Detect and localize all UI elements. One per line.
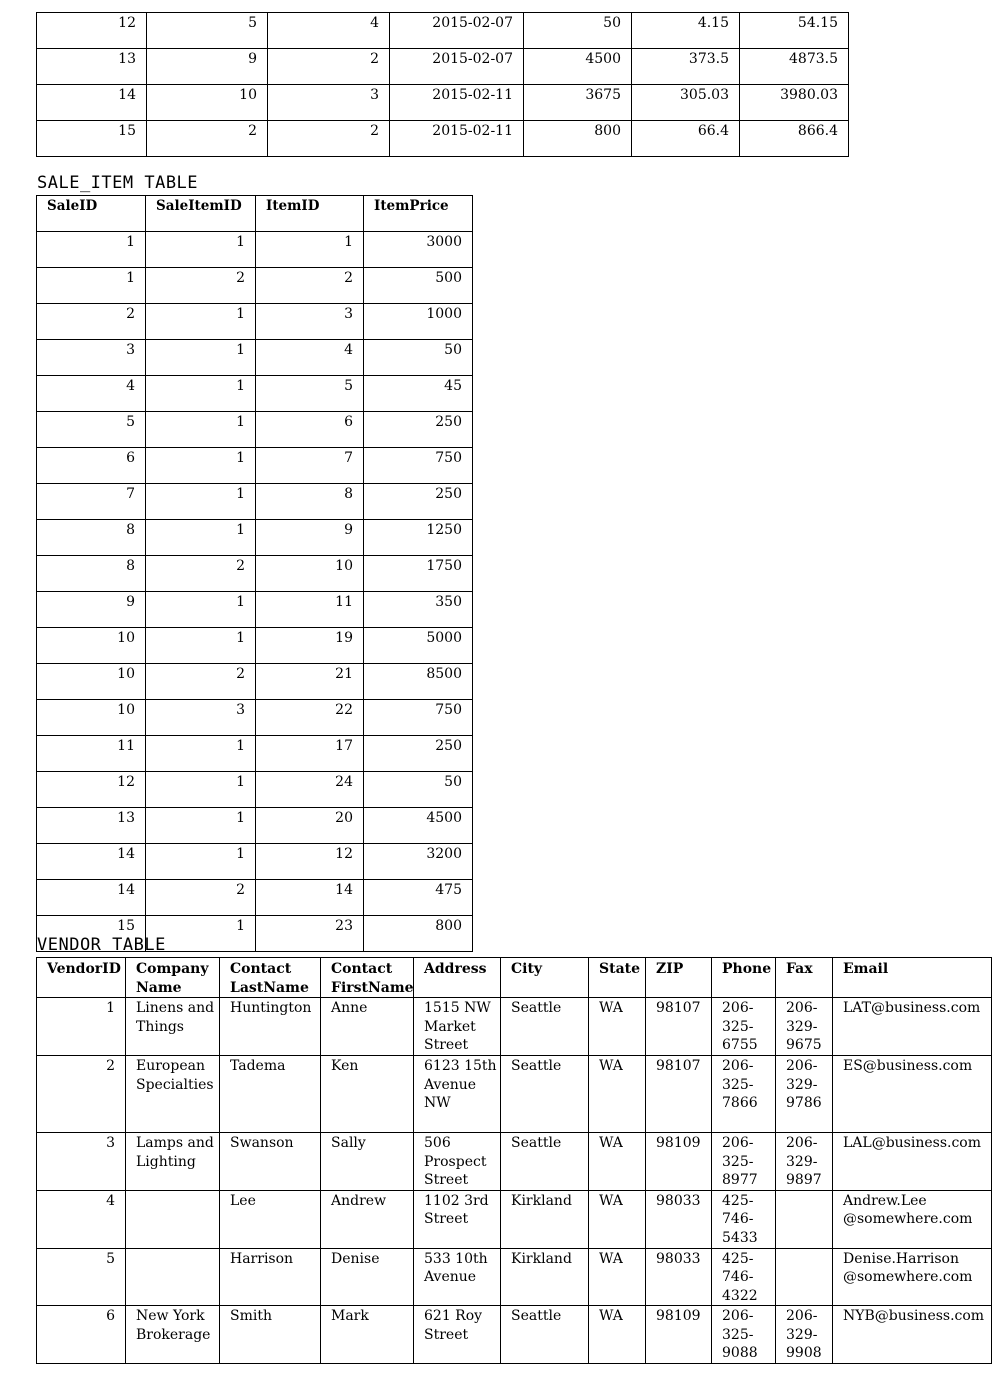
table-cell: 206-325-9088 [712, 1306, 776, 1364]
table-cell: Denise.Harrison @somewhere.com [833, 1248, 992, 1306]
table-cell: 1000 [364, 304, 473, 340]
table-cell: 350 [364, 592, 473, 628]
table-cell: Denise [321, 1248, 414, 1306]
table-cell: 98033 [646, 1248, 712, 1306]
table-cell: 54.15 [740, 13, 849, 49]
table-cell: 8 [37, 520, 146, 556]
table-cell: 2 [268, 121, 390, 157]
table-row [37, 844, 473, 880]
table-cell: Tadema [220, 1056, 321, 1133]
table-row [37, 232, 473, 268]
table-cell: 5000 [364, 628, 473, 664]
table-row [37, 448, 473, 484]
table-cell: 50 [364, 772, 473, 808]
table-cell: 750 [364, 700, 473, 736]
table-row [37, 700, 473, 736]
table-cell: 1 [146, 916, 256, 952]
table-cell [126, 1190, 220, 1248]
table-cell: 13 [37, 808, 146, 844]
table-cell: 3 [37, 340, 146, 376]
table-cell: WA [589, 1056, 646, 1133]
table-cell: 506 Prospect Street [414, 1133, 501, 1191]
table-cell: 250 [364, 484, 473, 520]
table-cell: Kirkland [501, 1248, 589, 1306]
table-row [37, 998, 992, 1056]
table-cell: 206-329-9675 [776, 998, 833, 1056]
table-cell [776, 1248, 833, 1306]
table-cell: 750 [364, 448, 473, 484]
sale-item-header-row [37, 196, 473, 232]
table-cell: 800 [524, 121, 632, 157]
sale-table [36, 12, 849, 157]
table-row [37, 808, 473, 844]
table-cell: 1 [256, 232, 364, 268]
table-cell: 50 [524, 13, 632, 49]
table-cell: 1 [146, 340, 256, 376]
table-cell: 1 [146, 736, 256, 772]
table-cell: 66.4 [632, 121, 740, 157]
table-cell: 50 [364, 340, 473, 376]
table-cell: 4 [37, 376, 146, 412]
table-cell: LAL@business.com [833, 1133, 992, 1191]
table-cell: 1 [146, 808, 256, 844]
table-cell: 98109 [646, 1133, 712, 1191]
vendor-header-zip: ZIP [646, 958, 712, 998]
table-cell: 2015-02-07 [390, 49, 524, 85]
table-cell: Linens and Things [126, 998, 220, 1056]
table-cell [126, 1248, 220, 1306]
table-cell: 2015-02-11 [390, 121, 524, 157]
table-cell: 4500 [524, 49, 632, 85]
table-row [37, 1133, 992, 1191]
table-cell: 14 [37, 85, 147, 121]
table-cell: 20 [256, 808, 364, 844]
table-cell: 206-329-9786 [776, 1056, 833, 1133]
sale-item-header-saleid: SaleID [37, 196, 146, 232]
table-cell: 1 [37, 268, 146, 304]
vendor-header-lastname: Contact LastName [220, 958, 321, 998]
table-cell: 5 [147, 13, 268, 49]
table-cell: 10 [147, 85, 268, 121]
table-row [37, 340, 473, 376]
table-cell: 6 [37, 1306, 126, 1364]
table-row [37, 268, 473, 304]
table-cell: 8 [256, 484, 364, 520]
table-cell: 373.5 [632, 49, 740, 85]
table-cell: 6123 15th Avenue NW [414, 1056, 501, 1133]
table-cell: 2 [146, 664, 256, 700]
table-cell: 1 [146, 592, 256, 628]
table-cell: 1 [146, 520, 256, 556]
table-cell: WA [589, 1248, 646, 1306]
table-cell: 10 [37, 664, 146, 700]
table-cell: 1 [146, 412, 256, 448]
table-cell: 1250 [364, 520, 473, 556]
table-cell: Kirkland [501, 1190, 589, 1248]
table-cell: 22 [256, 700, 364, 736]
table-cell: 305.03 [632, 85, 740, 121]
table-cell: 425-746-4322 [712, 1248, 776, 1306]
table-cell: 2 [268, 49, 390, 85]
sale-item-header-saleitemid: SaleItemID [146, 196, 256, 232]
table-cell: 4 [37, 1190, 126, 1248]
vendor-header-city: City [501, 958, 589, 998]
table-row [37, 556, 473, 592]
table-cell: 11 [256, 592, 364, 628]
table-cell: 98109 [646, 1306, 712, 1364]
table-cell: 1750 [364, 556, 473, 592]
table-cell: 8 [37, 556, 146, 592]
table-cell: 1 [37, 998, 126, 1056]
table-cell: 250 [364, 736, 473, 772]
table-cell: 206-325-6755 [712, 998, 776, 1056]
table-cell: ES@business.com [833, 1056, 992, 1133]
table-row [37, 85, 849, 121]
vendor-header-phone: Phone [712, 958, 776, 998]
table-row [37, 880, 473, 916]
table-cell: 4873.5 [740, 49, 849, 85]
table-cell: WA [589, 1306, 646, 1364]
table-cell: 13 [37, 49, 147, 85]
table-cell: 15 [37, 121, 147, 157]
table-row [37, 1306, 992, 1364]
table-cell: 12 [37, 13, 147, 49]
table-cell: 3000 [364, 232, 473, 268]
sale-item-title: SALE_ITEM TABLE [37, 173, 199, 193]
table-cell: European Specialties [126, 1056, 220, 1133]
table-cell: Seattle [501, 998, 589, 1056]
table-cell: 7 [37, 484, 146, 520]
table-row [37, 772, 473, 808]
table-cell: 500 [364, 268, 473, 304]
table-cell: Andrew.Lee @somewhere.com [833, 1190, 992, 1248]
table-cell: 3 [146, 700, 256, 736]
table-cell: WA [589, 1190, 646, 1248]
vendor-header-fax: Fax [776, 958, 833, 998]
table-cell: 621 Roy Street [414, 1306, 501, 1364]
table-cell: 17 [256, 736, 364, 772]
table-row [37, 592, 473, 628]
table-cell: Harrison [220, 1248, 321, 1306]
table-cell: 2 [146, 268, 256, 304]
table-cell: 2 [146, 880, 256, 916]
table-cell: Seattle [501, 1306, 589, 1364]
table-cell: Seattle [501, 1133, 589, 1191]
table-cell: 9 [256, 520, 364, 556]
table-row [37, 1248, 992, 1306]
table-row [37, 736, 473, 772]
table-cell: 2015-02-07 [390, 13, 524, 49]
table-cell: 533 10th Avenue [414, 1248, 501, 1306]
table-cell: 2015-02-11 [390, 85, 524, 121]
table-cell: 1 [146, 628, 256, 664]
table-cell: 5 [37, 1248, 126, 1306]
table-row [37, 412, 473, 448]
table-cell: 10 [37, 628, 146, 664]
table-cell: 2 [146, 556, 256, 592]
table-cell: 206-325-8977 [712, 1133, 776, 1191]
table-cell: 11 [37, 736, 146, 772]
vendor-header-email: Email [833, 958, 992, 998]
table-cell: 800 [364, 916, 473, 952]
table-cell: 5 [256, 376, 364, 412]
table-cell: 2 [256, 268, 364, 304]
table-cell: Ken [321, 1056, 414, 1133]
table-cell: 3200 [364, 844, 473, 880]
table-cell: Lamps and Lighting [126, 1133, 220, 1191]
table-row [37, 1190, 992, 1248]
table-cell: 14 [256, 880, 364, 916]
table-cell: 1 [146, 304, 256, 340]
table-cell: 7 [256, 448, 364, 484]
sale-item-header-itemprice: ItemPrice [364, 196, 473, 232]
table-cell: Seattle [501, 1056, 589, 1133]
table-cell: 3980.03 [740, 85, 849, 121]
table-cell: 4 [268, 13, 390, 49]
vendor-title: VENDOR TABLE [37, 935, 166, 955]
table-cell: 21 [256, 664, 364, 700]
table-cell: New York Brokerage [126, 1306, 220, 1364]
table-row [37, 520, 473, 556]
table-cell: Huntington [220, 998, 321, 1056]
vendor-body [37, 998, 992, 1364]
table-cell: 12 [256, 844, 364, 880]
table-cell: 45 [364, 376, 473, 412]
table-cell: 9 [37, 592, 146, 628]
table-row [37, 49, 849, 85]
table-cell: 866.4 [740, 121, 849, 157]
table-cell: 9 [147, 49, 268, 85]
table-cell: 4 [256, 340, 364, 376]
table-cell: Mark [321, 1306, 414, 1364]
table-cell: Anne [321, 998, 414, 1056]
sale-item-body [37, 232, 473, 952]
table-cell: 1 [146, 448, 256, 484]
table-cell: 206-329-9908 [776, 1306, 833, 1364]
table-row [37, 628, 473, 664]
table-cell: 2 [37, 1056, 126, 1133]
table-cell: 3 [37, 1133, 126, 1191]
sale-item-table [36, 195, 473, 952]
table-cell: 206-325-7866 [712, 1056, 776, 1133]
vendor-header-state: State [589, 958, 646, 998]
table-cell: 1 [146, 844, 256, 880]
table-row [37, 121, 849, 157]
table-cell: Sally [321, 1133, 414, 1191]
table-cell: 24 [256, 772, 364, 808]
table-cell: Andrew [321, 1190, 414, 1248]
table-cell: 14 [37, 844, 146, 880]
table-cell: 1 [146, 772, 256, 808]
table-cell: 6 [37, 448, 146, 484]
sale-table-body [37, 13, 849, 157]
vendor-header-row [37, 958, 992, 998]
table-cell: 10 [256, 556, 364, 592]
table-cell: 1 [146, 232, 256, 268]
table-cell: Lee [220, 1190, 321, 1248]
table-row [37, 304, 473, 340]
table-cell: 1 [37, 232, 146, 268]
table-row [37, 484, 473, 520]
table-cell: 3 [256, 304, 364, 340]
table-cell: 15 [37, 916, 146, 952]
sale-item-header-itemid: ItemID [256, 196, 364, 232]
table-cell: 1 [146, 484, 256, 520]
table-cell [776, 1190, 833, 1248]
table-row [37, 376, 473, 412]
table-cell: 2 [147, 121, 268, 157]
table-cell: WA [589, 998, 646, 1056]
table-cell: 12 [37, 772, 146, 808]
table-cell: 3 [268, 85, 390, 121]
table-cell: 4500 [364, 808, 473, 844]
table-cell: 8500 [364, 664, 473, 700]
table-cell: 19 [256, 628, 364, 664]
table-cell: Smith [220, 1306, 321, 1364]
table-cell: 2 [37, 304, 146, 340]
vendor-header-vendorid: VendorID [37, 958, 126, 998]
table-row [37, 13, 849, 49]
vendor-table [36, 957, 992, 1364]
vendor-header-company: Company Name [126, 958, 220, 998]
table-cell: 98107 [646, 1056, 712, 1133]
table-cell: 425-746-5433 [712, 1190, 776, 1248]
vendor-header-firstname: Contact FirstName [321, 958, 414, 998]
vendor-header-address: Address [414, 958, 501, 998]
table-cell: Swanson [220, 1133, 321, 1191]
table-cell: 1515 NW Market Street [414, 998, 501, 1056]
table-cell: 475 [364, 880, 473, 916]
table-cell: NYB@business.com [833, 1306, 992, 1364]
table-cell: 23 [256, 916, 364, 952]
table-cell: 6 [256, 412, 364, 448]
table-cell: 5 [37, 412, 146, 448]
table-row [37, 1056, 992, 1133]
table-cell: LAT@business.com [833, 998, 992, 1056]
table-cell: 1102 3rd Street [414, 1190, 501, 1248]
table-cell: 3675 [524, 85, 632, 121]
table-cell: 10 [37, 700, 146, 736]
table-cell: 1 [146, 376, 256, 412]
table-cell: 98107 [646, 998, 712, 1056]
table-cell: 98033 [646, 1190, 712, 1248]
table-cell: 206-329-9897 [776, 1133, 833, 1191]
table-cell: WA [589, 1133, 646, 1191]
table-cell: 4.15 [632, 13, 740, 49]
table-cell: 14 [37, 880, 146, 916]
table-row [37, 664, 473, 700]
table-cell: 250 [364, 412, 473, 448]
